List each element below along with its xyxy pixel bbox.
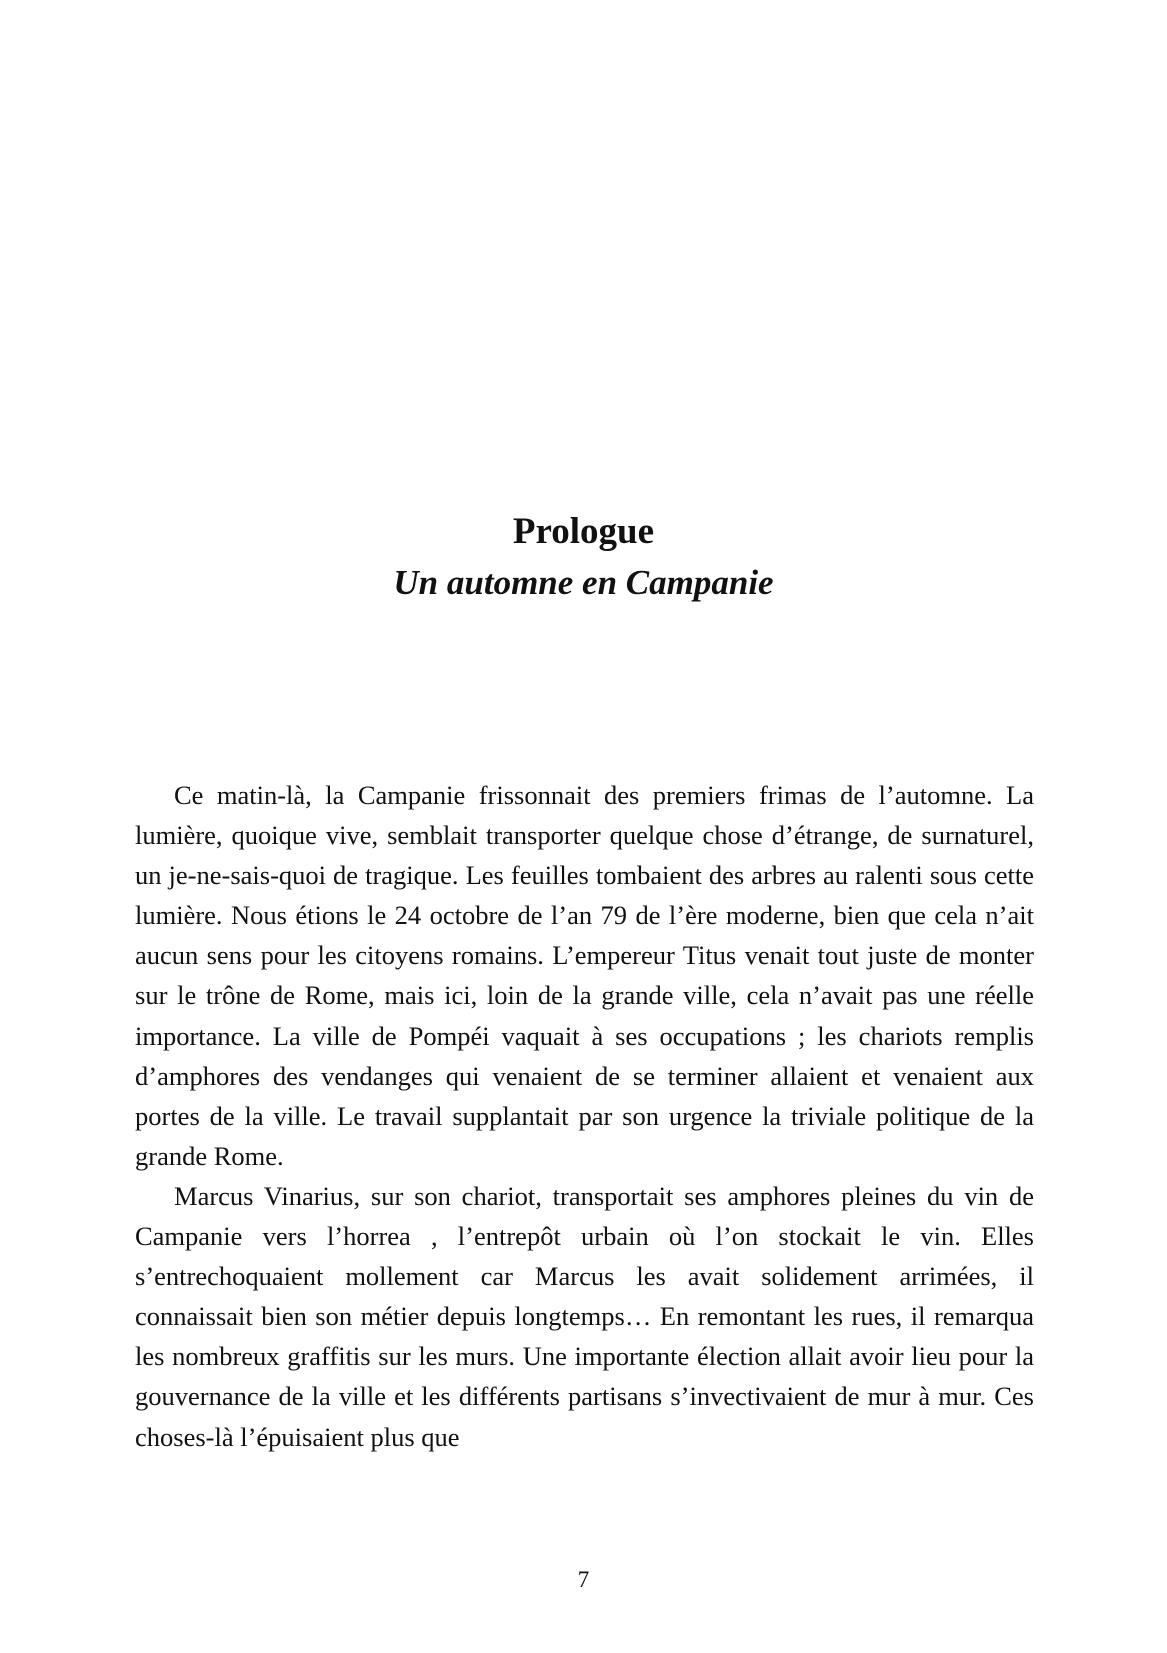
paragraph-2: Marcus Vinarius, sur son chariot, transportait ses amphores pleines du vin de Campanie vers l’horrea , l’entrepôt urbain où l’on stockait le vin. Elles s’entrechoquaient mollement car Marcus les avait solidement arrimées, il connaissait bien son métier depuis longtemps… En remontant les rues, il remarqua les nombreux graffitis sur les murs. Une importante élection allait avoir lieu pour la gouvernance de la ville et les différents partisans s’invectivaient de mur à mur. Ces choses-là l’épuisaient plus que xyxy=(135,1180,1034,1452)
page-number: 7 xyxy=(577,1567,590,1592)
chapter-title: Prologue xyxy=(512,511,655,552)
paragraph-1: Ce matin-là, la Campanie frissonnait des premiers frimas de l’automne. La lumière, quoique vive, semblait transporter quelque chose d’étrange, de surnaturel, un je-ne-sais-quoi de tragique. Les feuilles tombaient des arbres au ralenti sous cette lumière. Nous étions le 24 octobre de l’an 79 de l’ère moderne, bien que cela n’ait aucun sens pour les citoyens romains. L’empereur Titus venait tout juste de monter sur le trône de Rome, mais ici, loin de la grande ville, cela n’avait pas une réelle importance. La ville de Pompéi vaquait à ses occupations ; les chariots remplis d’amphores des vendanges qui venaient de se terminer allaient et venaient aux portes de la ville. Le travail supplantait par son urgence la triviale politique de la grande Rome. xyxy=(135,780,1034,1171)
body-text xyxy=(135,775,1034,1457)
chapter-subtitle: Un automne en Campanie xyxy=(393,563,774,602)
chapter-heading xyxy=(0,508,1167,607)
